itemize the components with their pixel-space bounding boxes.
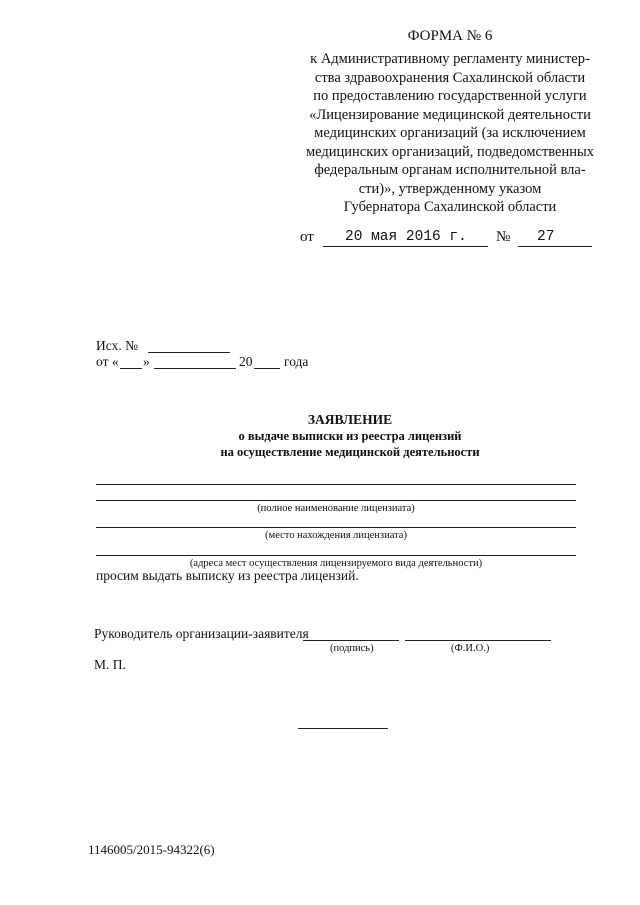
fio-caption: (Ф.И.О.)	[451, 643, 490, 654]
outgoing-number-field[interactable]	[148, 352, 230, 353]
document-title: ЗАЯВЛЕНИЕ	[307, 412, 393, 427]
regulation-line: сти)», утвержденному указом	[358, 180, 542, 197]
form-number-title: ФОРМА № 6	[407, 28, 493, 44]
outgoing-day-field[interactable]	[120, 368, 142, 369]
outgoing-date-prefix: от «	[96, 354, 119, 369]
outgoing-year-suffix: года	[284, 354, 309, 369]
regulation-line: федеральным органам исполнительной вла-	[314, 162, 586, 178]
signature-caption: (подпись)	[330, 643, 374, 654]
request-text: просим выдать выписку из реестра лицензий.	[96, 568, 359, 583]
outgoing-month-field[interactable]	[154, 368, 236, 369]
order-number-value: 27	[537, 229, 555, 245]
regulation-line: медицинских организаций, подведомственных	[305, 143, 595, 160]
fio-field[interactable]	[405, 640, 551, 641]
order-date-label: от	[300, 229, 314, 245]
licensee-name-field-line-2[interactable]	[96, 500, 576, 501]
document-subtitle-line-2: на осуществление медицинской деятельности	[220, 445, 480, 459]
activity-addresses-field[interactable]	[96, 555, 576, 556]
regulation-line: ства здравоохранения Сахалинской области	[314, 69, 586, 86]
regulation-line: медицинских организаций (за исключением	[314, 125, 586, 141]
outgoing-year-prefix: 20	[239, 354, 253, 369]
outgoing-number-label: Исх. №	[96, 338, 138, 353]
licensee-location-caption: (место нахождения лицензиата)	[265, 530, 407, 541]
end-separator-line	[298, 728, 388, 729]
licensee-name-caption: (полное наименование лицензиата)	[257, 503, 415, 514]
regulation-line: Губернатора Сахалинской области	[343, 199, 557, 215]
order-number-label: №	[496, 229, 511, 245]
signature-field[interactable]	[303, 640, 399, 641]
signature-label: Руководитель организации-заявителя	[94, 626, 309, 641]
outgoing-quote-close: »	[143, 354, 150, 369]
order-number-underline	[518, 246, 592, 247]
document-subtitle	[100, 428, 600, 460]
order-date-value: 20 мая 2016 г.	[345, 229, 467, 245]
regulation-line: «Лицензирование медицинской деятельности	[309, 106, 591, 123]
order-date-underline	[323, 246, 488, 247]
regulation-reference	[290, 50, 610, 217]
outgoing-year-field[interactable]	[254, 368, 280, 369]
regulation-line: к Административному регламенту министер-	[310, 51, 590, 67]
document-reference-number: 1146005/2015-94322(6)	[88, 842, 215, 857]
document-subtitle-line-1: о выдаче выписки из реестра лицензий	[238, 429, 462, 443]
licensee-name-field-line-1[interactable]	[96, 484, 576, 485]
regulation-line: по предоставлению государственной услуги	[313, 88, 587, 104]
stamp-place-label: М. П.	[94, 657, 126, 672]
activity-addresses-caption: (адреса мест осуществления лицензируемого вида деятельности)	[189, 558, 483, 569]
licensee-location-field[interactable]	[96, 527, 576, 528]
